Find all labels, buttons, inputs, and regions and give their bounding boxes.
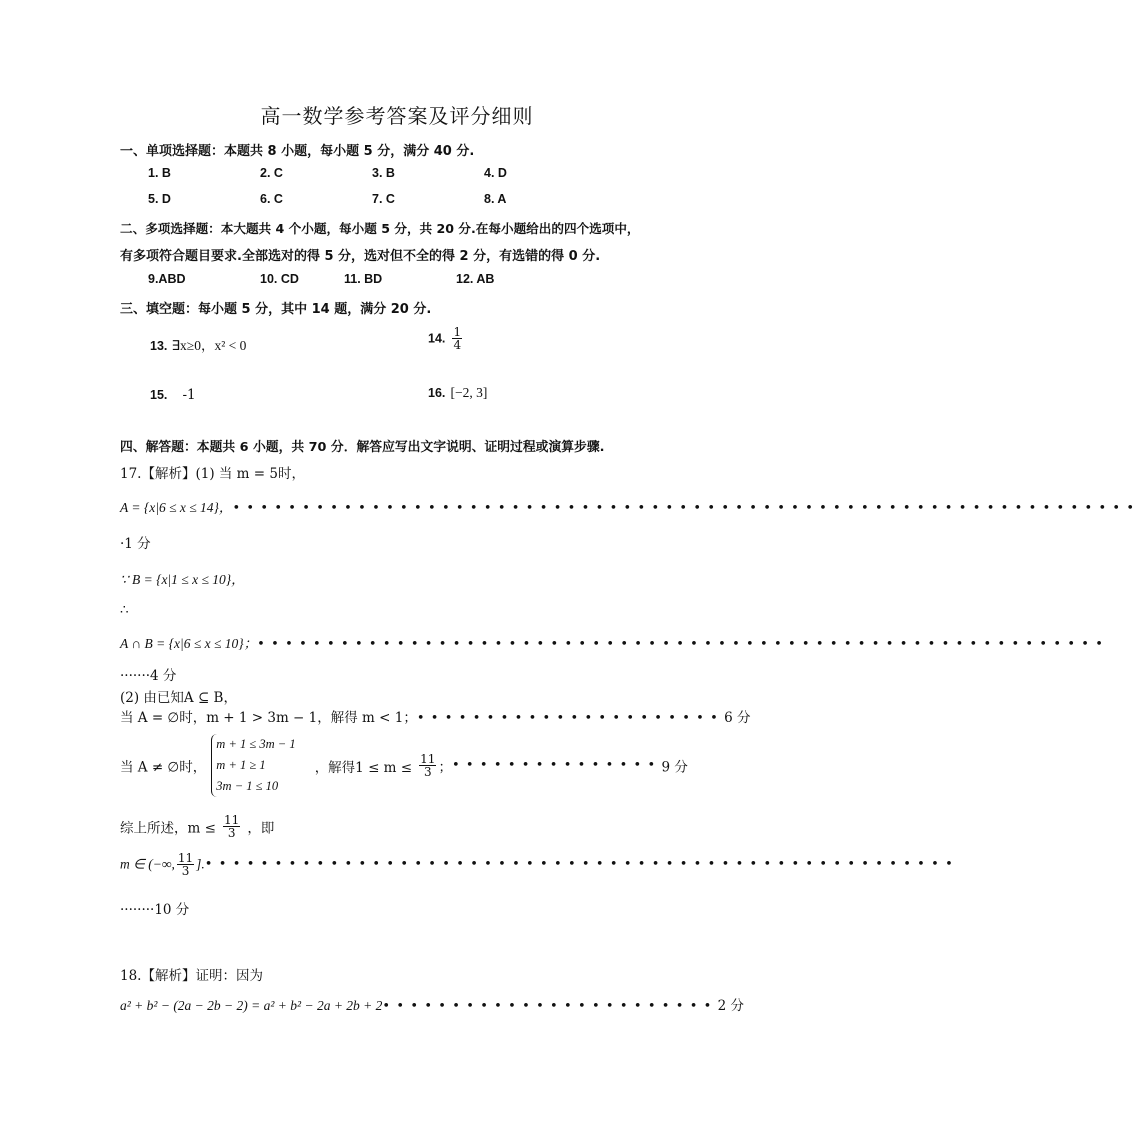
fraction-numerator: 11 xyxy=(224,813,240,827)
score-marker: ········10 分 xyxy=(120,902,190,918)
score-marker: ·1 分 xyxy=(120,536,151,552)
answer-item: 10. CD xyxy=(260,272,299,286)
leader-dots: •••••••••••••••••••••• xyxy=(416,711,725,726)
fill-answer-15 xyxy=(150,384,196,403)
section2-heading-line1: 二、多项选择题：本大题共 4 个小题，每小题 5 分，共 20 分.在每小题给出的四个选项中， xyxy=(120,221,640,236)
summary-suffix: ，即 xyxy=(247,820,275,837)
leader-dots: ••••••••••••••••••••••••••••••••••••••••••••••••••••••••••••• xyxy=(257,637,1110,652)
q17-intersection-line xyxy=(120,632,1110,652)
answer-item: 3. B xyxy=(372,166,395,180)
q17-part2: (2) 由已知A ⊆ B， xyxy=(120,690,237,706)
page-title: 高一数学参考答案及评分细则 xyxy=(260,104,534,128)
leader-dots: ••••••••••••••• xyxy=(451,758,662,773)
empty-case-text: 当 A = ∅时，m + 1 > 3m − 1，解得 m < 1； xyxy=(120,710,417,726)
question-label: 14. xyxy=(428,331,446,346)
fraction xyxy=(177,852,194,877)
fraction-numerator: 1 xyxy=(453,325,462,339)
fraction-denominator: 3 xyxy=(423,765,432,779)
question-label: 15. xyxy=(150,388,168,402)
inequality-system xyxy=(211,734,295,797)
fraction xyxy=(223,814,240,839)
score-marker: 2 分 xyxy=(717,998,745,1014)
leader-dots: •••••••••••••••••••••••••••••••••••••••••••••••••••••• xyxy=(204,857,960,872)
intersection-expression: A ∩ B = {x|6 ≤ x ≤ 10}； xyxy=(120,636,258,651)
q17-set-b: ∵ B = {x|1 ≤ x ≤ 10}， xyxy=(120,572,245,587)
answer-item: 7. C xyxy=(372,192,395,206)
fill-answer-16 xyxy=(428,382,487,401)
question-label: 13. xyxy=(150,339,168,353)
leader-dots: •••••••••••••••••••••••• xyxy=(382,999,718,1014)
answer-item: 4. D xyxy=(484,166,507,180)
section2-heading-line2: 有多项符合题目要求.全部选对的得 5 分，选对但不全的得 2 分，有选错的得 0 分. xyxy=(120,249,601,264)
q18-expression-line xyxy=(120,994,745,1014)
fraction-numerator: 11 xyxy=(177,851,194,865)
fraction-denominator: 3 xyxy=(181,864,190,878)
answer-item: 2. C xyxy=(260,166,283,180)
range-prefix: m ∈ (−∞, xyxy=(120,856,175,872)
fraction-numerator: 11 xyxy=(420,752,436,766)
condition: 3m − 1 ≤ 10 xyxy=(216,779,279,793)
score-marker: ·······4 分 xyxy=(120,668,177,684)
fraction xyxy=(419,753,436,778)
answer-item: 12. AB xyxy=(456,272,495,286)
score-marker: 9 分 xyxy=(661,759,688,776)
q17-set-a-line xyxy=(120,496,1140,516)
section1-heading: 一、单项选择题：本题共 8 小题，每小题 5 分，满分 40 分. xyxy=(120,144,475,159)
nonempty-case-prefix: 当 A ≠ ∅时， xyxy=(120,759,207,776)
fraction xyxy=(452,326,462,351)
answer-item: 11. BD xyxy=(344,272,383,286)
answer-item: 6. C xyxy=(260,192,283,206)
answer-value: ∃x≥0，x² < 0 xyxy=(171,338,247,353)
answer-item: 5. D xyxy=(148,192,171,206)
q17-summary xyxy=(120,814,274,839)
fraction-denominator: 4 xyxy=(453,338,462,352)
answer-item: 8. A xyxy=(484,192,507,206)
q17-empty-case-line xyxy=(120,706,751,726)
range-suffix: ]. xyxy=(196,856,205,872)
answer-value: -1 xyxy=(182,387,196,403)
section3-heading: 三、填空题：每小题 5 分，其中 14 题，满分 20 分. xyxy=(120,302,432,317)
condition: m + 1 ≤ 3m − 1 xyxy=(216,737,296,751)
leader-dots: ••••••••••••••••••••••••••••••••••••••••••••••••••••••••••••••••• xyxy=(232,501,1140,516)
q17-intro: 17.【解析】(1) 当 m = 5时， xyxy=(120,466,305,482)
summary-prefix: 综上所述，m ≤ xyxy=(120,820,216,837)
q17-nonempty-case-line: 当 A ≠ ∅时， m + 1 ≤ 3m − 1 m + 1 ≥ 1 3m − 1 ≤ 10 ，解得1 ≤ m ≤ $\frac{11}{3}$ ；•••••••••••••••9 分 xyxy=(120,734,680,797)
answer-item: 9.ABD xyxy=(148,272,186,286)
set-a-expression: A = {x|6 ≤ x ≤ 14}， xyxy=(120,500,233,515)
fill-answer-13 xyxy=(150,334,246,354)
condition: m + 1 ≥ 1 xyxy=(216,758,266,772)
fraction-denominator: 3 xyxy=(227,826,236,840)
solve-prefix: ，解得1 ≤ m ≤ xyxy=(314,759,413,776)
answer-value: [−2, 3] xyxy=(450,385,488,400)
section4-heading: 四、解答题：本题共 6 小题，共 70 分．解答应写出文字说明、证明过程或演算步骤. xyxy=(120,440,605,455)
therefore-symbol: ∴ xyxy=(120,602,129,618)
score-marker: 6 分 xyxy=(724,710,751,726)
q18-intro: 18.【解析】证明：因为 xyxy=(120,968,263,984)
q18-expression: a² + b² − (2a − 2b − 2) = a² + b² − 2a + 2b + 2 xyxy=(120,998,383,1013)
fill-answer-14 xyxy=(428,326,464,351)
q17-range-line xyxy=(120,851,960,878)
answer-item: 1. B xyxy=(148,166,171,180)
question-label: 16. xyxy=(428,386,446,400)
